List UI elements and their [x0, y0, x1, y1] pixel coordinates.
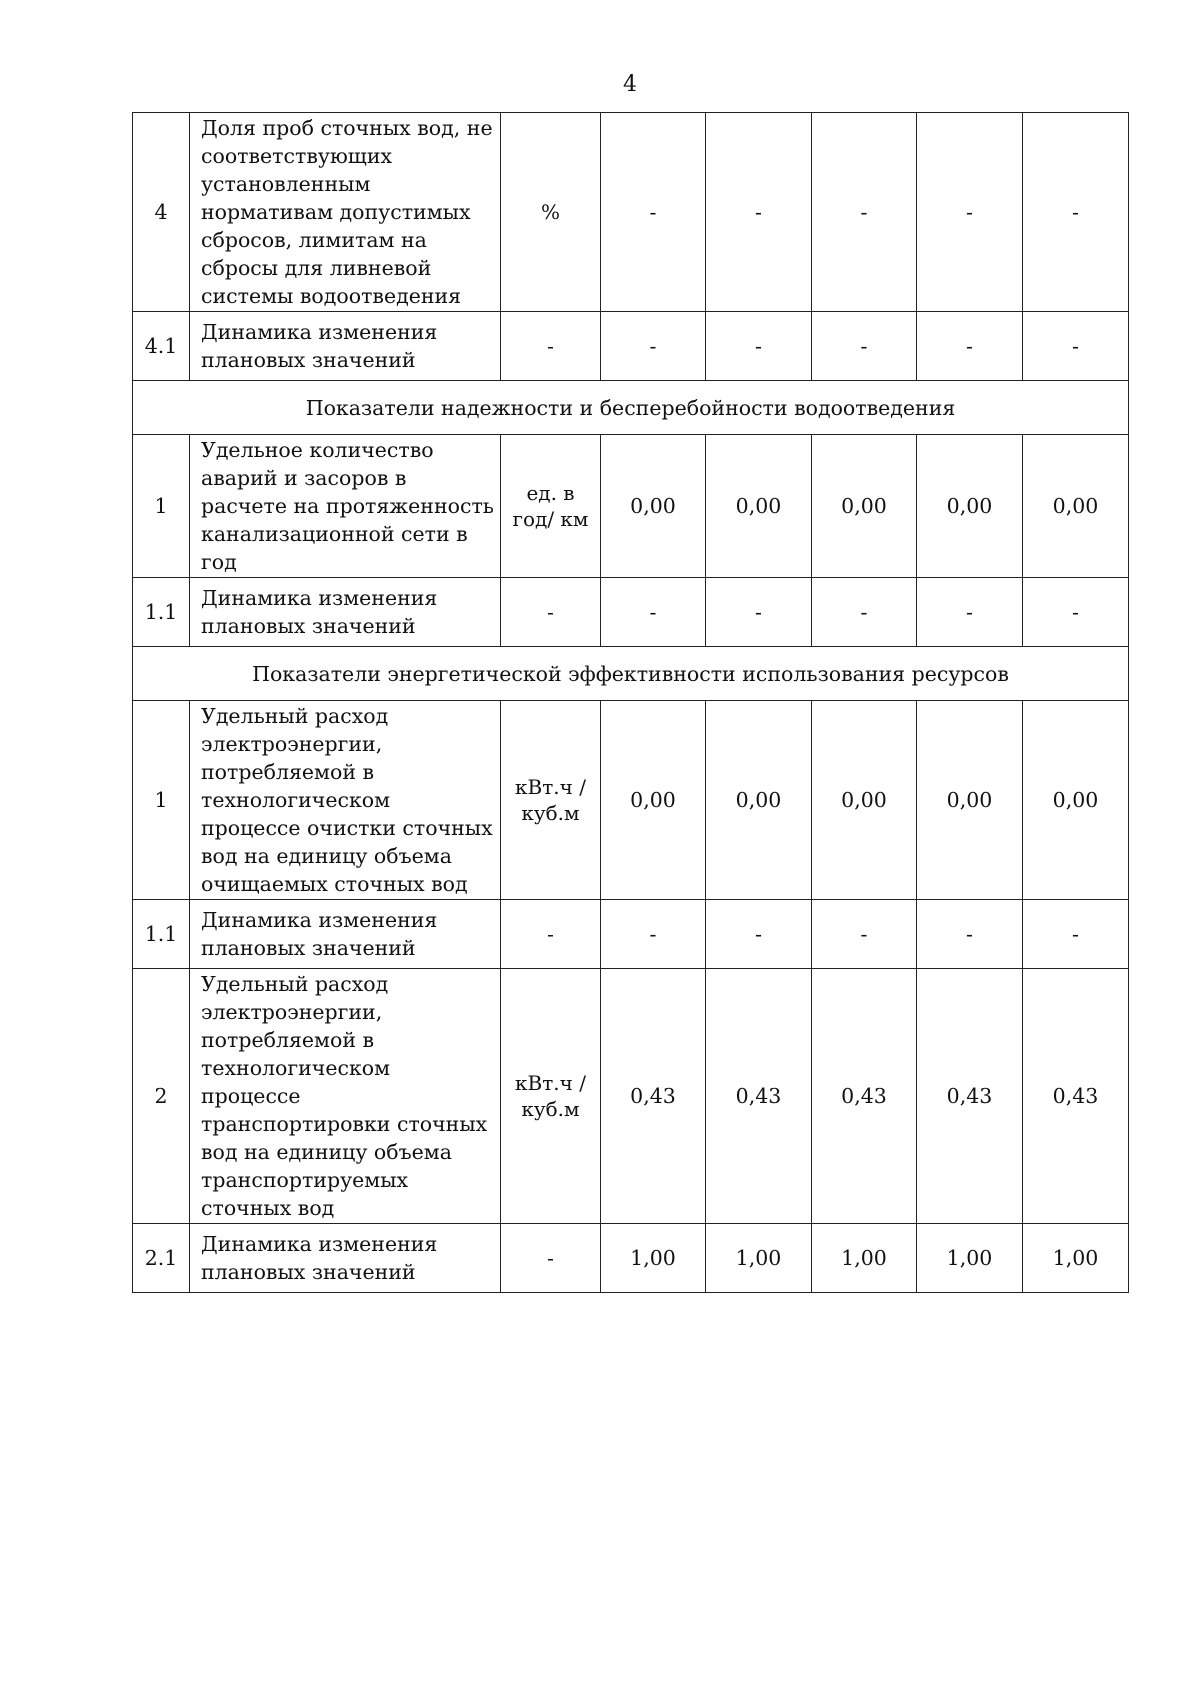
value-cell: 0,00 [601, 701, 706, 900]
value-cell: - [1023, 578, 1129, 647]
table-row [133, 578, 1129, 647]
value-cell: 0,43 [1023, 969, 1129, 1224]
value-cell: - [601, 900, 706, 969]
value-cell: - [706, 113, 812, 312]
table-row [133, 900, 1129, 969]
row-number: 2.1 [133, 1224, 190, 1293]
value-cell: - [812, 312, 917, 381]
indicators-table [132, 112, 1129, 1293]
value-cell: 0,43 [601, 969, 706, 1224]
value-cell: - [601, 312, 706, 381]
indicator-name: Динамика изменения плановых значений [190, 1224, 501, 1293]
value-cell: - [812, 900, 917, 969]
unit-cell: - [501, 578, 601, 647]
value-cell: - [917, 900, 1023, 969]
indicator-name: Удельное количество аварий и засоров в расчете на протяженность канализационной сети в год [190, 435, 501, 578]
indicator-name: Удельный расход электроэнергии, потребляемой в технологическом процессе очистки сточных вод на единицу объема очищаемых сточных вод [190, 701, 501, 900]
unit-cell: - [501, 1224, 601, 1293]
value-cell: 0,43 [917, 969, 1023, 1224]
value-cell: - [601, 113, 706, 312]
unit-cell: % [501, 113, 601, 312]
value-cell: 0,43 [812, 969, 917, 1224]
value-cell: 1,00 [601, 1224, 706, 1293]
value-cell: 0,43 [706, 969, 812, 1224]
table-row [133, 435, 1129, 578]
value-cell: 0,00 [1023, 701, 1129, 900]
value-cell: 1,00 [917, 1224, 1023, 1293]
indicator-name: Динамика изменения плановых значений [190, 900, 501, 969]
row-number: 4 [133, 113, 190, 312]
value-cell: - [601, 578, 706, 647]
indicator-name: Динамика изменения плановых значений [190, 312, 501, 381]
value-cell: - [917, 578, 1023, 647]
row-number: 1.1 [133, 578, 190, 647]
section-header-row [133, 381, 1129, 435]
indicator-name: Доля проб сточных вод, не соответствующих установленным нормативам допустимых сбросов, лимитам на сбросы для ливневой системы водоотведения [190, 113, 501, 312]
value-cell: - [812, 113, 917, 312]
value-cell: - [706, 900, 812, 969]
unit-cell: ед. в год/ км [501, 435, 601, 578]
value-cell: - [1023, 900, 1129, 969]
value-cell: - [917, 113, 1023, 312]
indicator-name: Удельный расход электроэнергии, потребляемой в технологическом процессе транспортировки сточных вод на единицу объема транспортируемых сточных вод [190, 969, 501, 1224]
value-cell: - [1023, 312, 1129, 381]
unit-cell: кВт.ч / куб.м [501, 701, 601, 900]
value-cell: - [706, 312, 812, 381]
section-title: Показатели надежности и бесперебойности водоотведения [133, 381, 1129, 435]
table-row [133, 701, 1129, 900]
table-body [133, 113, 1129, 1293]
value-cell: - [812, 578, 917, 647]
row-number: 4.1 [133, 312, 190, 381]
table-row [133, 113, 1129, 312]
value-cell: - [706, 578, 812, 647]
value-cell: 0,00 [917, 701, 1023, 900]
value-cell: 1,00 [1023, 1224, 1129, 1293]
section-title: Показатели энергетической эффективности использования ресурсов [133, 647, 1129, 701]
value-cell: - [1023, 113, 1129, 312]
value-cell: 0,00 [706, 435, 812, 578]
value-cell: 0,00 [917, 435, 1023, 578]
value-cell: - [917, 312, 1023, 381]
value-cell: 1,00 [812, 1224, 917, 1293]
indicator-name: Динамика изменения плановых значений [190, 578, 501, 647]
value-cell: 1,00 [706, 1224, 812, 1293]
row-number: 1 [133, 701, 190, 900]
unit-cell: - [501, 900, 601, 969]
row-number: 1.1 [133, 900, 190, 969]
row-number: 1 [133, 435, 190, 578]
value-cell: 0,00 [1023, 435, 1129, 578]
table-row [133, 312, 1129, 381]
row-number: 2 [133, 969, 190, 1224]
unit-cell: кВт.ч / куб.м [501, 969, 601, 1224]
page-number: 4 [623, 72, 637, 97]
table-row [133, 969, 1129, 1224]
section-header-row [133, 647, 1129, 701]
table-row [133, 1224, 1129, 1293]
value-cell: 0,00 [706, 701, 812, 900]
value-cell: 0,00 [601, 435, 706, 578]
unit-cell: - [501, 312, 601, 381]
value-cell: 0,00 [812, 701, 917, 900]
value-cell: 0,00 [812, 435, 917, 578]
